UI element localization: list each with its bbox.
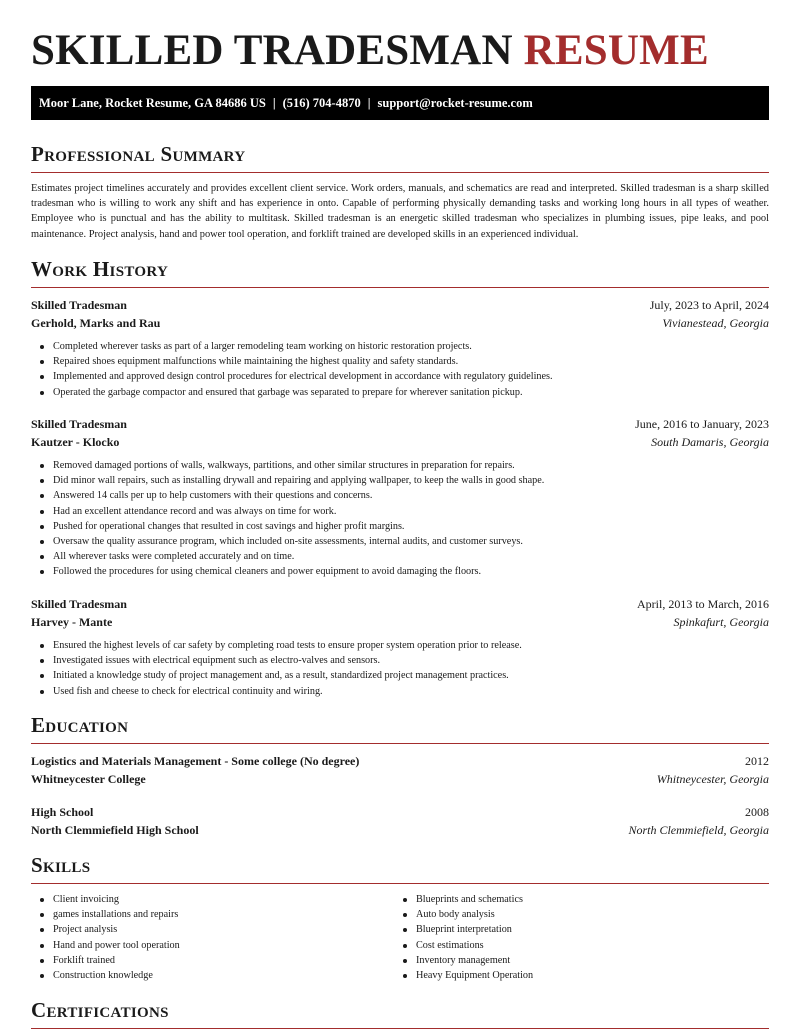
job-dates: June, 2016 to January, 2023 bbox=[635, 417, 769, 431]
title-main: SKILLED TRADESMAN bbox=[31, 27, 513, 74]
list-item: Oversaw the quality assurance program, which included on-site assessments, internal audits, and customer surveys. bbox=[53, 534, 769, 549]
job-duties-list bbox=[31, 339, 769, 400]
job-header bbox=[31, 296, 769, 314]
education-header bbox=[31, 752, 769, 770]
skill-item: Client invoicing bbox=[53, 892, 383, 907]
education-degree: Logistics and Materials Management - Some college (No degree) bbox=[31, 754, 360, 768]
list-item: Did minor wall repairs, such as installing drywall and repairing and applying wallpaper, to keep the walls in good shape. bbox=[53, 473, 769, 488]
education-year: 2012 bbox=[745, 754, 769, 768]
job-dates: July, 2023 to April, 2024 bbox=[649, 298, 769, 312]
education-location: North Clemmiefield, Georgia bbox=[628, 823, 769, 837]
contact-address: Moor Lane, Rocket Resume, GA 84686 US bbox=[39, 96, 266, 110]
section-divider bbox=[31, 743, 769, 744]
job-company: Kautzer - Klocko bbox=[31, 435, 120, 449]
certifications-heading: Certifications bbox=[31, 998, 169, 1022]
job-duties-list bbox=[31, 458, 769, 580]
skill-item: Project analysis bbox=[53, 922, 383, 937]
contact-separator: | bbox=[272, 96, 276, 110]
skill-item: Blueprints and schematics bbox=[416, 892, 746, 907]
job-company-row bbox=[31, 314, 769, 332]
job-location: South Damaris, Georgia bbox=[651, 435, 769, 449]
section-divider bbox=[31, 287, 769, 288]
job-location: Spinkafurt, Georgia bbox=[673, 615, 769, 629]
section-divider bbox=[31, 883, 769, 884]
education-degree: High School bbox=[31, 805, 94, 819]
contact-separator: | bbox=[367, 96, 371, 110]
list-item: Removed damaged portions of walls, walkways, partitions, and other similar structures in preparation for repairs. bbox=[53, 458, 769, 473]
skill-item: games installations and repairs bbox=[53, 907, 383, 922]
skills-heading: Skills bbox=[31, 853, 91, 877]
list-item: Investigated issues with electrical equipment such as electro-valves and sensors. bbox=[53, 653, 769, 668]
list-item: All wherever tasks were completed accurately and on time. bbox=[53, 549, 769, 564]
skill-item: Cost estimations bbox=[416, 938, 746, 953]
list-item: Initiated a knowledge study of project management and, as a result, standardized project management practices. bbox=[53, 668, 769, 683]
skills-list-left bbox=[31, 892, 383, 983]
job-company-row bbox=[31, 433, 769, 451]
job-location: Vivianestead, Georgia bbox=[662, 316, 769, 330]
summary-text: Estimates project timelines accurately and provides excellent client service. Work orders, manuals, and schematics are read and interpreted. Skilled tradesman is a sharp skilled tradesman who is willing to work any shift and has experience in onto. Capable of performing physically demanding tasks and working long hours in all types of weather. Employee who is punctual and has the ability to multitask. Skilled tradesman is an energetic skilled tradesman who specializes in plumbing issues, pipe leaks, and pool maintenance. Project analysis, hand and power tool operation, and forklift trained are developed skills in an experienced individual. bbox=[31, 183, 769, 240]
skill-item: Heavy Equipment Operation bbox=[416, 968, 746, 983]
skills-list-right bbox=[394, 892, 746, 983]
work-history-heading: Work History bbox=[31, 257, 169, 281]
resume-title bbox=[31, 26, 709, 76]
section-divider bbox=[31, 1028, 769, 1029]
list-item: Ensured the highest levels of car safety by completing road tests to ensure proper system operation prior to release. bbox=[53, 638, 769, 653]
list-item: Used fish and cheese to check for electrical continuity and wiring. bbox=[53, 684, 769, 699]
skill-item: Blueprint interpretation bbox=[416, 922, 746, 937]
education-school-row bbox=[31, 821, 769, 839]
skill-item: Auto body analysis bbox=[416, 907, 746, 922]
contact-bar bbox=[31, 86, 769, 120]
skill-item: Forklift trained bbox=[53, 953, 383, 968]
job-company: Harvey - Mante bbox=[31, 615, 113, 629]
section-divider bbox=[31, 172, 769, 173]
education-location: Whitneycester, Georgia bbox=[656, 772, 769, 786]
list-item: Had an excellent attendance record and was always on time for work. bbox=[53, 504, 769, 519]
list-item: Repaired shoes equipment malfunctions while maintaining the highest quality and safety standards. bbox=[53, 354, 769, 369]
contact-phone[interactable]: (516) 704-4870 bbox=[282, 96, 361, 110]
contact-email[interactable]: support@rocket-resume.com bbox=[377, 96, 533, 110]
list-item: Implemented and approved design control procedures for electrical development in accordance with regulatory guidelines. bbox=[53, 369, 769, 384]
skill-item: Construction knowledge bbox=[53, 968, 383, 983]
job-header bbox=[31, 595, 769, 613]
list-item: Followed the procedures for using chemical cleaners and power equipment to avoid damaging the floors. bbox=[53, 564, 769, 579]
education-school-row bbox=[31, 770, 769, 788]
title-accent: RESUME bbox=[523, 27, 709, 74]
list-item: Completed wherever tasks as part of a larger remodeling team working on historic restoration projects. bbox=[53, 339, 769, 354]
job-header bbox=[31, 415, 769, 433]
job-title: Skilled Tradesman bbox=[31, 298, 127, 312]
summary-heading: Professional Summary bbox=[31, 142, 246, 166]
job-dates: April, 2013 to March, 2016 bbox=[637, 597, 769, 611]
job-title: Skilled Tradesman bbox=[31, 597, 127, 611]
skill-item: Hand and power tool operation bbox=[53, 938, 383, 953]
job-company-row bbox=[31, 613, 769, 631]
education-school: North Clemmiefield High School bbox=[31, 823, 199, 837]
skill-item: Inventory management bbox=[416, 953, 746, 968]
education-header bbox=[31, 803, 769, 821]
education-heading: Education bbox=[31, 713, 129, 737]
job-title: Skilled Tradesman bbox=[31, 417, 127, 431]
list-item: Operated the garbage compactor and ensured that garbage was separated to prepare for wherever sanitation pickup. bbox=[53, 385, 769, 400]
list-item: Pushed for operational changes that resulted in cost savings and higher profit margins. bbox=[53, 519, 769, 534]
list-item: Answered 14 calls per up to help customers with their questions and concerns. bbox=[53, 488, 769, 503]
education-year: 2008 bbox=[745, 805, 769, 819]
education-school: Whitneycester College bbox=[31, 772, 146, 786]
job-duties-list bbox=[31, 638, 769, 699]
job-company: Gerhold, Marks and Rau bbox=[31, 316, 161, 330]
